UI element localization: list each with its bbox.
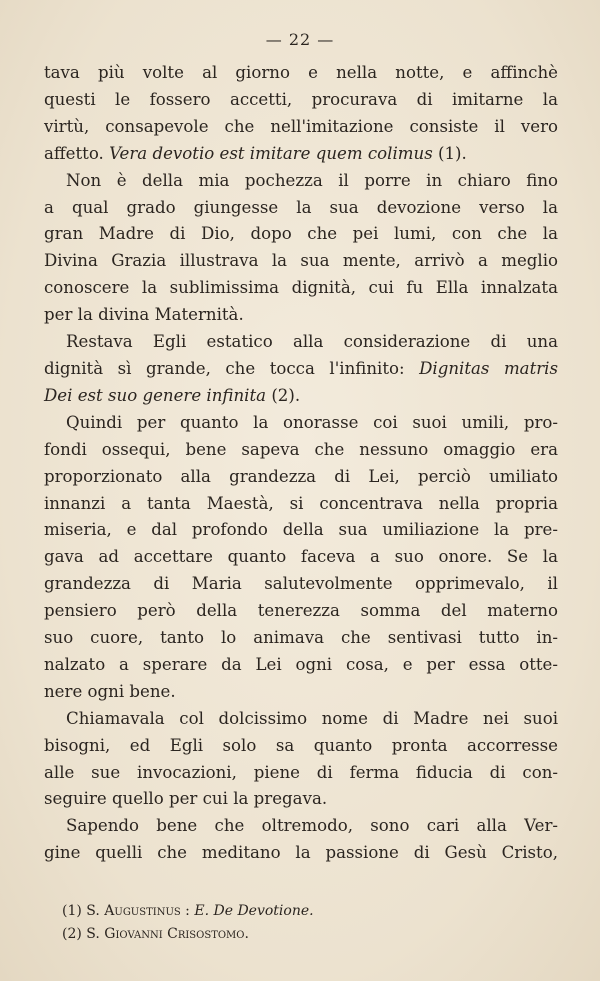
line-text: Divina Grazia illustrava la sua mente, arrivò a meglio <box>44 251 558 271</box>
body-text <box>44 60 558 867</box>
line-text: fondi ossequi, bene sapeva che nessuno omaggio era <box>44 439 558 459</box>
line-text: gran Madre di Dio, dopo che pei lumi, con che la <box>44 224 558 244</box>
text-line <box>44 437 558 464</box>
line-text: alle sue invocazioni, piene di ferma fiducia di con- <box>44 762 558 782</box>
text-line <box>44 87 558 114</box>
line-text: gava ad accettare quanto faceva a suo onore. Se la <box>44 547 558 567</box>
text-line <box>44 652 558 679</box>
footnote-number: (2) S. <box>62 926 105 942</box>
footnote-ref: (2). <box>266 385 301 405</box>
footnote <box>62 923 542 946</box>
line-text: Sapendo bene che oltremodo, sono cari alla Ver- <box>66 816 558 836</box>
line-text: Chiamavala col dolcissimo nome di Madre nei suoi <box>66 708 558 728</box>
footnote-author: Augustinus <box>104 903 181 919</box>
text-line <box>44 329 558 356</box>
text-line <box>44 221 558 248</box>
text-line <box>44 625 558 652</box>
latin-quote: Vera devotio est imitare quem colimus <box>109 143 433 163</box>
line-text: tava più volte al giorno e nella notte, e affinchè <box>44 63 558 82</box>
line-text: miseria, e dal profondo della sua umiliazione la pre- <box>44 520 558 540</box>
footnote-separator: : <box>180 903 195 919</box>
line-text: grandezza di Maria salutevolmente opprimevalo, il <box>44 574 558 594</box>
text-line <box>44 383 558 410</box>
text-line <box>44 491 558 518</box>
text-line <box>44 195 558 222</box>
text-line <box>44 786 558 813</box>
latin-quote: Dei est suo genere infinita <box>44 385 267 405</box>
line-text: dignità sì grande, che tocca l'infinito: <box>44 358 420 378</box>
text-line <box>44 464 558 491</box>
text-line <box>44 114 558 141</box>
text-line <box>44 60 558 87</box>
text-line <box>44 356 558 383</box>
text-line <box>44 141 558 168</box>
footnote <box>62 900 542 923</box>
line-text: nere ogni bene. <box>44 681 176 701</box>
line-text: virtù, consapevole che nell'imitazione consiste il vero <box>44 116 558 136</box>
text-line <box>44 679 558 706</box>
latin-quote: Dignitas matris <box>419 358 558 378</box>
text-line <box>44 168 558 195</box>
text-line <box>44 275 558 302</box>
line-text: bisogni, ed Egli solo sa quanto pronta accorresse <box>44 735 558 755</box>
text-line <box>44 571 558 598</box>
line-text: pensiero però della tenerezza somma del materno <box>44 601 558 621</box>
line-text: seguire quello per cui la pregava. <box>44 789 328 809</box>
line-text: Quindi per quanto la onorasse coi suoi umili, pro- <box>66 412 558 432</box>
line-text: per la divina Maternità. <box>44 305 244 325</box>
text-line <box>44 706 558 733</box>
line-text: a qual grado giungesse la sua devozione verso la <box>44 197 558 217</box>
text-line <box>44 248 558 275</box>
line-text: nalzato a sperare da Lei ogni cosa, e per essa otte- <box>44 654 558 674</box>
text-line <box>44 410 558 437</box>
text-line <box>44 302 558 329</box>
footnote-ref: (1). <box>432 143 467 163</box>
line-text: conoscere la sublimissima dignità, cui fu Ella innalzata <box>44 278 558 298</box>
line-text: Restava Egli estatico alla considerazione di una <box>66 332 558 352</box>
line-text: suo cuore, tanto lo animava che sentivasi tutto in- <box>44 628 558 648</box>
footnote-number: (1) S. <box>62 903 105 919</box>
line-text: proporzionato alla grandezza di Lei, perciò umiliato <box>44 466 558 486</box>
footnote-work: E. De Devotione. <box>194 903 314 919</box>
footnote-author: Giovanni Crisostomo. <box>104 926 249 942</box>
text-line <box>44 813 558 840</box>
line-text: Non è della mia pochezza il porre in chiaro fino <box>66 170 558 190</box>
line-text: affetto. <box>44 143 110 163</box>
text-line <box>44 598 558 625</box>
line-text: innanzi a tanta Maestà, si concentrava nella propria <box>44 493 558 513</box>
footnotes <box>62 900 542 946</box>
text-line <box>44 544 558 571</box>
text-line <box>44 840 558 867</box>
line-text: questi le fossero accetti, procurava di imitarne la <box>44 89 558 109</box>
text-line <box>44 517 558 544</box>
line-text: gine quelli che meditano la passione di Gesù Cristo, <box>44 843 558 863</box>
text-line <box>44 733 558 760</box>
text-line <box>44 760 558 787</box>
page-number: — 22 — <box>265 30 335 49</box>
